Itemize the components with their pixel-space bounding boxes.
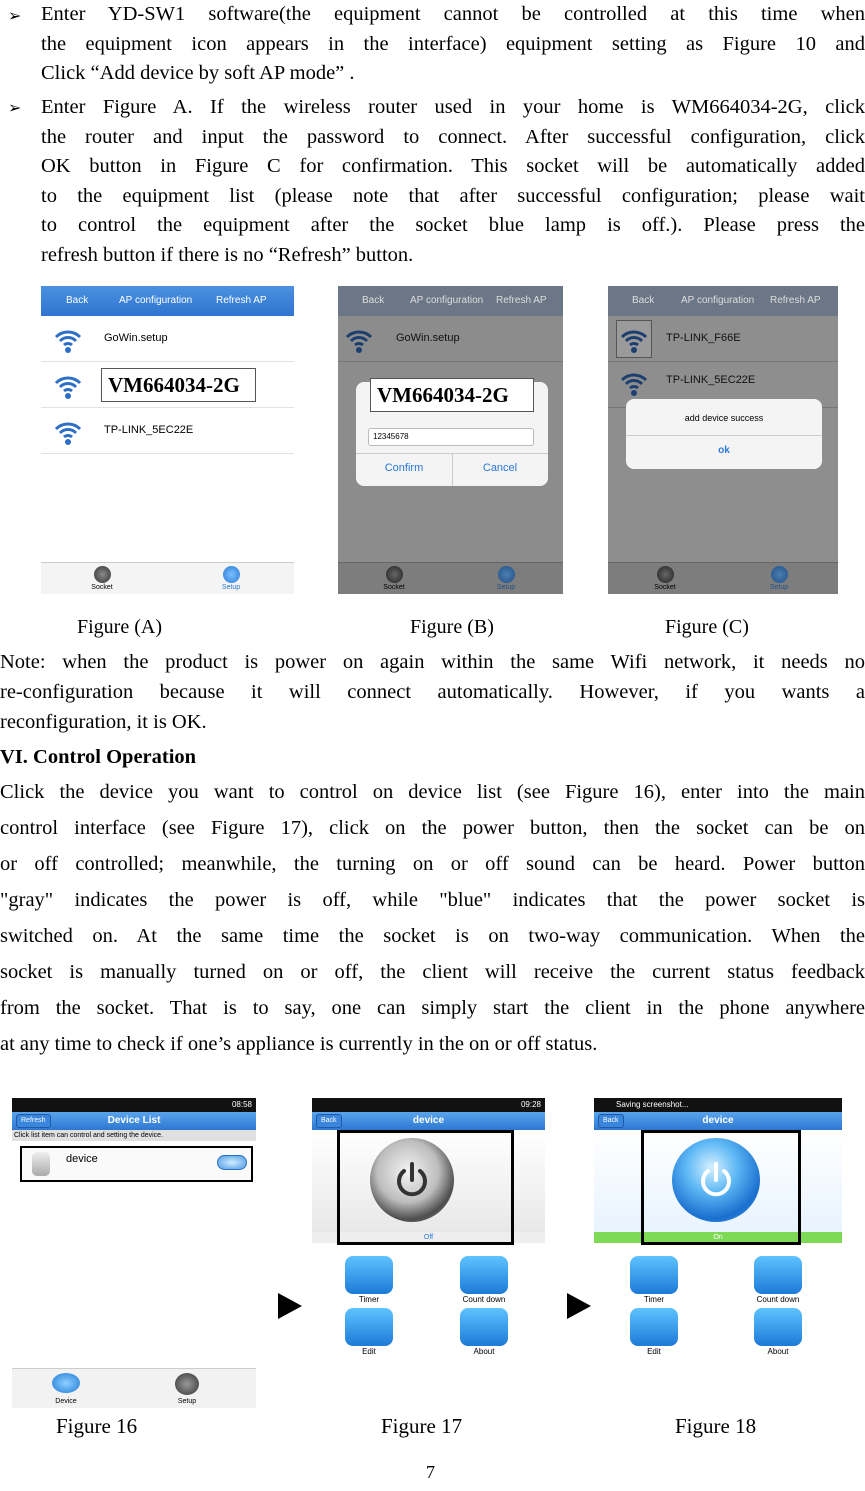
edit-label[interactable]: Edit bbox=[647, 1347, 661, 1356]
wifi-list-item[interactable] bbox=[41, 362, 294, 408]
figure-b-caption: Figure (B) bbox=[410, 616, 494, 638]
nav-title: AP configuration bbox=[410, 295, 484, 306]
toggle-icon[interactable] bbox=[217, 1155, 247, 1170]
status-time: 08:58 bbox=[231, 1100, 252, 1109]
socket-tab-icon[interactable] bbox=[386, 566, 403, 583]
wifi-icon bbox=[53, 417, 83, 447]
bullet2-line: to the equipment list (please note that after successful configuration; please wait bbox=[41, 184, 865, 207]
page-number: 7 bbox=[426, 1462, 435, 1482]
alert-divider bbox=[626, 435, 822, 436]
setup-tab-label[interactable]: Setup bbox=[496, 584, 516, 591]
back-button[interactable]: Back bbox=[632, 295, 655, 306]
control-line: control interface (see Figure 17), click on the power button, then the socket can be on bbox=[0, 817, 865, 839]
ok-button[interactable]: ok bbox=[718, 445, 730, 456]
nav-title: AP configuration bbox=[681, 295, 755, 306]
power-state-label: On bbox=[594, 1232, 842, 1243]
highlight-frame bbox=[337, 1130, 514, 1245]
tab-bar bbox=[608, 562, 838, 594]
status-message: Saving screenshot... bbox=[616, 1100, 689, 1109]
back-button[interactable]: Back bbox=[598, 1114, 624, 1128]
nav-bar bbox=[41, 286, 294, 316]
control-line: or off controlled; meanwhile, the turning on or off sound can be heard. Power button bbox=[0, 853, 865, 875]
dialog-ssid: VM664034-2G bbox=[370, 378, 534, 412]
figure-a-screenshot bbox=[41, 286, 294, 594]
control-line: switched on. At the same time the socket is on two-way communication. When the bbox=[0, 925, 865, 947]
control-line: "gray" indicates the power is off, while "blue" indicates that the power socket is bbox=[0, 889, 865, 911]
section-title: VI. Control Operation bbox=[0, 746, 197, 768]
refresh-ap-button[interactable]: Refresh AP bbox=[216, 295, 267, 306]
socket-tab-label[interactable]: Socket bbox=[654, 584, 676, 591]
timer-label[interactable]: Timer bbox=[643, 1295, 665, 1304]
tab-bar bbox=[41, 562, 294, 594]
about-info-icon[interactable] bbox=[460, 1308, 508, 1346]
figure-b-screenshot bbox=[338, 286, 563, 594]
setup-tab-label[interactable]: Setup bbox=[177, 1398, 197, 1405]
password-input[interactable]: 12345678 bbox=[368, 428, 534, 446]
figure-16-screenshot bbox=[12, 1098, 256, 1408]
figure-a-caption: Figure (A) bbox=[77, 616, 162, 638]
device-tab-icon[interactable] bbox=[52, 1373, 80, 1393]
bullet2-line: to control the equipment after the socket blue lamp is off.). Please press the bbox=[41, 214, 865, 236]
about-label[interactable]: About bbox=[767, 1347, 789, 1356]
device-name: device bbox=[66, 1153, 98, 1165]
ssid-label: TP-LINK_F66E bbox=[666, 332, 741, 344]
wifi-icon bbox=[53, 325, 83, 355]
countdown-label[interactable]: Count down bbox=[756, 1295, 800, 1304]
note-line: reconfiguration, it is OK. bbox=[0, 711, 207, 733]
wifi-list-item[interactable] bbox=[41, 408, 294, 454]
bullet2-line: Enter Figure A. If the wireless router used in your home is WM664034-2G, click bbox=[41, 96, 865, 118]
wifi-icon bbox=[619, 368, 649, 398]
countdown-icon[interactable] bbox=[460, 1256, 508, 1294]
device-list-item[interactable] bbox=[20, 1146, 253, 1182]
nav-title: AP configuration bbox=[119, 295, 193, 306]
figure-18-caption: Figure 18 bbox=[675, 1414, 757, 1438]
bullet-arrow-icon: ➢ bbox=[8, 8, 22, 25]
hint-bar: Click list item can control and setting the device. bbox=[12, 1130, 256, 1141]
socket-device-icon bbox=[32, 1152, 50, 1176]
back-button[interactable]: Back bbox=[66, 295, 89, 306]
socket-tab-label[interactable]: Socket bbox=[383, 584, 405, 591]
cancel-button[interactable]: Cancel bbox=[482, 462, 518, 474]
password-dialog bbox=[356, 382, 548, 486]
figure-17-caption: Figure 17 bbox=[381, 1414, 463, 1438]
device-tab-label[interactable]: Device bbox=[55, 1398, 77, 1405]
timer-label[interactable]: Timer bbox=[358, 1295, 380, 1304]
ssid-label: GoWin.setup bbox=[396, 332, 460, 344]
ssid-highlight: VM664034-2G bbox=[101, 368, 256, 402]
refresh-button[interactable]: Refresh bbox=[16, 1114, 51, 1128]
setup-tab-icon[interactable] bbox=[498, 566, 515, 583]
status-time: 09:28 bbox=[520, 1100, 541, 1109]
refresh-ap-button[interactable]: Refresh AP bbox=[496, 295, 547, 306]
nav-bar bbox=[338, 286, 563, 316]
refresh-ap-button[interactable]: Refresh AP bbox=[770, 295, 821, 306]
ssid-label: TP-LINK_5EC22E bbox=[666, 374, 756, 386]
setup-tab-icon[interactable] bbox=[223, 566, 240, 583]
setup-tab-label[interactable]: Setup bbox=[769, 584, 789, 591]
socket-tab-label[interactable]: Socket bbox=[91, 584, 113, 591]
wifi-icon bbox=[619, 325, 649, 355]
control-line: socket is manually turned on or off, the client will receive the current status feedback bbox=[0, 961, 865, 983]
countdown-icon[interactable] bbox=[754, 1256, 802, 1294]
ssid-label: GoWin.setup bbox=[104, 332, 168, 344]
back-button[interactable]: Back bbox=[316, 1114, 342, 1128]
edit-pencil-icon[interactable] bbox=[630, 1308, 678, 1346]
bullet1-line: the equipment icon appears in the interface) equipment setting as Figure 10 and bbox=[41, 32, 865, 55]
control-line: from the socket. That is to say, one can simply start the client in the phone anywhere bbox=[0, 997, 865, 1019]
about-label[interactable]: About bbox=[473, 1347, 495, 1356]
status-bar bbox=[594, 1098, 842, 1112]
figure-c-caption: Figure (C) bbox=[665, 616, 749, 638]
power-state-label: Off bbox=[312, 1232, 545, 1243]
socket-tab-icon[interactable] bbox=[94, 566, 111, 583]
highlight-frame bbox=[641, 1130, 801, 1245]
header-title: device bbox=[702, 1115, 734, 1126]
arrow-right-icon bbox=[278, 1293, 302, 1319]
confirm-button[interactable]: Confirm bbox=[384, 462, 424, 474]
header-bar bbox=[12, 1112, 256, 1130]
success-alert bbox=[626, 399, 822, 469]
control-line: at any time to check if one’s appliance is currently in the on or off status. bbox=[0, 1033, 598, 1055]
bullet2-line: refresh button if there is no “Refresh” button. bbox=[41, 243, 414, 266]
ssid-label: TP-LINK_5EC22E bbox=[104, 424, 194, 436]
header-title: Device List bbox=[107, 1115, 161, 1126]
wifi-list-item[interactable] bbox=[608, 316, 838, 362]
nav-bar bbox=[608, 286, 838, 316]
header-bar bbox=[312, 1112, 545, 1130]
back-button[interactable]: Back bbox=[362, 295, 385, 306]
wifi-list-item[interactable] bbox=[338, 316, 563, 362]
header-title: device bbox=[412, 1115, 445, 1126]
wifi-icon bbox=[53, 371, 83, 401]
tab-bar bbox=[12, 1368, 256, 1408]
timer-icon[interactable] bbox=[345, 1256, 393, 1294]
setup-gear-icon[interactable] bbox=[175, 1373, 199, 1395]
bullet1-line: Enter YD-SW1 software(the equipment cannot be controlled at this time when bbox=[41, 3, 865, 25]
socket-tab-icon[interactable] bbox=[657, 566, 674, 583]
wifi-icon bbox=[344, 325, 374, 355]
edit-pencil-icon[interactable] bbox=[345, 1308, 393, 1346]
arrow-right-icon bbox=[567, 1293, 591, 1319]
timer-icon[interactable] bbox=[630, 1256, 678, 1294]
status-bar bbox=[12, 1098, 256, 1112]
tab-bar bbox=[338, 562, 563, 594]
wifi-list-item[interactable] bbox=[41, 316, 294, 362]
bullet-arrow-icon: ➢ bbox=[8, 100, 22, 117]
header-bar bbox=[594, 1112, 842, 1130]
note-line: re-configuration because it will connect automatically. However, if you wants a bbox=[0, 681, 865, 703]
status-bar bbox=[312, 1098, 545, 1112]
alert-message: add device success bbox=[684, 413, 764, 423]
setup-tab-label[interactable]: Setup bbox=[221, 584, 241, 591]
note-line: Note: when the product is power on again within the same Wifi network, it needs no bbox=[0, 651, 865, 673]
figure-16-caption: Figure 16 bbox=[56, 1414, 138, 1438]
bullet2-line: the router and input the password to connect. After successful configuration, click bbox=[41, 125, 865, 148]
edit-label[interactable]: Edit bbox=[362, 1347, 376, 1356]
bullet2-line: OK button in Figure C for confirmation. This socket will be automatically added bbox=[41, 155, 865, 177]
figure-c-screenshot bbox=[608, 286, 838, 594]
countdown-label[interactable]: Count down bbox=[462, 1295, 506, 1304]
setup-tab-icon[interactable] bbox=[771, 566, 788, 583]
control-line: Click the device you want to control on device list (see Figure 16), enter into the main bbox=[0, 781, 865, 803]
bullet1-line: Click “Add device by soft AP mode” . bbox=[41, 62, 355, 84]
about-info-icon[interactable] bbox=[754, 1308, 802, 1346]
